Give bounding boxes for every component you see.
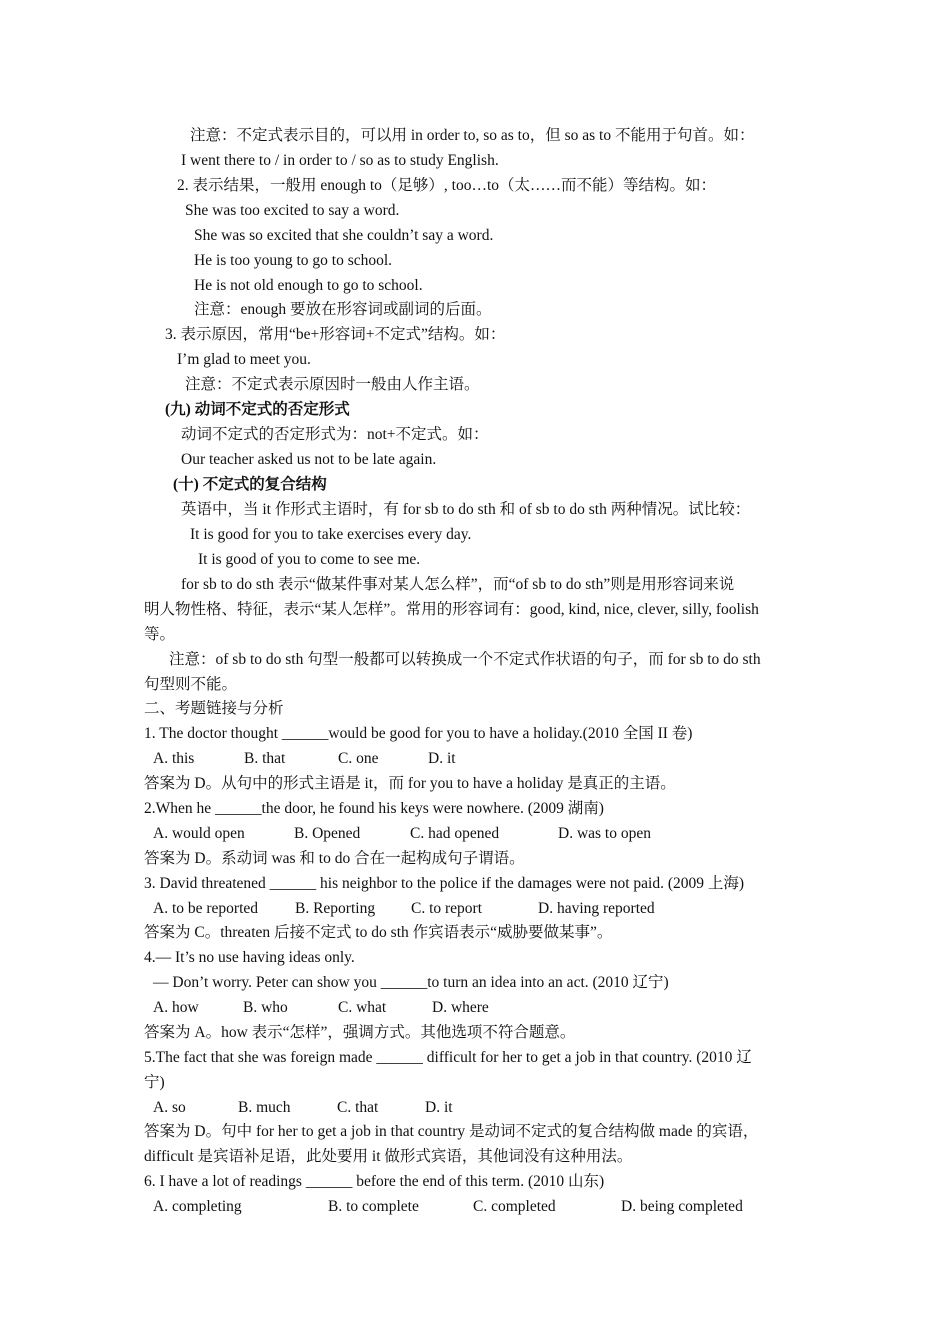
option-d: D. having reported — [538, 900, 655, 917]
option-d: D. was to open — [558, 825, 651, 842]
paragraph: 明人物性格、特征，表示“某人怎样”。常用的形容词有：good, kind, nice, clever, silly, foolish — [144, 601, 759, 618]
option-c: C. to report — [411, 900, 483, 917]
question-5: 5.The fact that she was foreign made ______ difficult for her to get a job in that country. (2010 辽 — [144, 1049, 752, 1066]
example-sentence: He is too young to go to school. — [194, 252, 393, 269]
note-reason: 注意：不定式表示原因时一般由人作主语。 — [185, 376, 480, 393]
answer-3: 答案为 C。threaten 后接不定式 to do sth 作宾语表示“威胁要做某事”。 — [144, 924, 613, 941]
option-b: B. who — [243, 999, 288, 1016]
answer-4: 答案为 A。how 表示“怎样”，强调方式。其他选项不符合题意。 — [144, 1024, 576, 1041]
option-c: C. had opened — [410, 825, 500, 842]
option-c: C. that — [337, 1099, 379, 1116]
question-4-reply: — Don’t worry. Peter can show you ______to turn an idea into an act. (2010 辽宁) — [153, 974, 669, 991]
question-4: 4.— It’s no use having ideas only. — [144, 949, 355, 966]
example-sentence: It is good for you to take exercises every day. — [190, 526, 472, 543]
example-sentence: It is good of you to come to see me. — [198, 551, 421, 568]
note-of-sb: 注意：of sb to do sth 句型一般都可以转换成一个不定式作状语的句子，而 for sb to do sth — [169, 651, 761, 668]
example-sentence: He is not old enough to go to school. — [194, 277, 423, 294]
option-d: D. being completed — [621, 1198, 743, 1215]
point-reason: 3. 表示原因，常用“be+形容词+不定式”结构。如： — [165, 326, 506, 343]
option-b: B. Opened — [294, 825, 361, 842]
answer-5: 答案为 D。句中 for her to get a job in that country 是动词不定式的复合结构做 made 的宾语， — [144, 1123, 759, 1140]
example-sentence: I went there to / in order to / so as to study English. — [181, 152, 499, 169]
option-c: C. what — [338, 999, 387, 1016]
option-b: B. that — [244, 750, 286, 767]
question-3: 3. David threatened ______ his neighbor to the police if the damages were not paid. (2009 上海) — [144, 875, 745, 892]
option-d: D. it — [425, 1099, 453, 1116]
option-a: A. this — [153, 750, 195, 767]
question-6: 6. I have a lot of readings ______ before the end of this term. (2010 山东) — [144, 1173, 605, 1190]
section-heading-9: (九) 动词不定式的否定形式 — [165, 401, 350, 418]
paragraph: for sb to do sth 表示“做某件事对某人怎么样”，而“of sb to do sth”则是用形容词来说 — [181, 576, 735, 593]
option-a: A. to be reported — [153, 900, 259, 917]
answer-5-cont: difficult 是宾语补足语，此处要用 it 做形式宾语，其他词没有这种用法。 — [144, 1148, 633, 1165]
question-2: 2.When he ______the door, he found his keys were nowhere. (2009 湖南) — [144, 800, 604, 817]
example-sentence: I’m glad to meet you. — [177, 351, 311, 368]
option-c: C. completed — [473, 1198, 556, 1215]
section-heading-exam: 二、考题链接与分析 — [144, 700, 284, 717]
paragraph: 英语中，当 it 作形式主语时，有 for sb to do sth 和 of sb to do sth 两种情况。试比较： — [181, 501, 751, 518]
note-purpose: 注意：不定式表示目的，可以用 in order to, so as to，但 so as to 不能用于句首。如： — [190, 127, 755, 144]
paragraph: 动词不定式的否定形式为：not+不定式。如： — [181, 426, 489, 443]
option-d: D. where — [432, 999, 489, 1016]
example-sentence: She was too excited to say a word. — [185, 202, 400, 219]
point-result: 2. 表示结果，一般用 enough to（足够）, too…to（太……而不能）等结构。如： — [177, 177, 717, 194]
answer-1: 答案为 D。从句中的形式主语是 it，而 for you to have a holiday 是真正的主语。 — [144, 775, 676, 792]
option-a: A. completing — [153, 1198, 242, 1215]
example-sentence: She was so excited that she couldn’t say a word. — [194, 227, 494, 244]
note-enough: 注意：enough 要放在形容词或副词的后面。 — [194, 301, 492, 318]
option-b: B. Reporting — [295, 900, 376, 917]
option-a: A. would open — [153, 825, 245, 842]
option-a: A. so — [153, 1099, 186, 1116]
option-c: C. one — [338, 750, 379, 767]
option-b: B. to complete — [328, 1198, 419, 1215]
paragraph: 等。 — [144, 626, 176, 643]
note-of-sb: 句型则不能。 — [144, 676, 238, 693]
option-d: D. it — [428, 750, 456, 767]
example-sentence: Our teacher asked us not to be late again. — [181, 451, 437, 468]
option-b: B. much — [238, 1099, 291, 1116]
section-heading-10: (十) 不定式的复合结构 — [173, 476, 327, 493]
question-1: 1. The doctor thought ______would be good for you to have a holiday.(2010 全国 II 卷) — [144, 725, 693, 742]
option-a: A. how — [153, 999, 199, 1016]
question-5-cont: 宁) — [144, 1074, 165, 1091]
answer-2: 答案为 D。系动词 was 和 to do 合在一起构成句子谓语。 — [144, 850, 525, 867]
